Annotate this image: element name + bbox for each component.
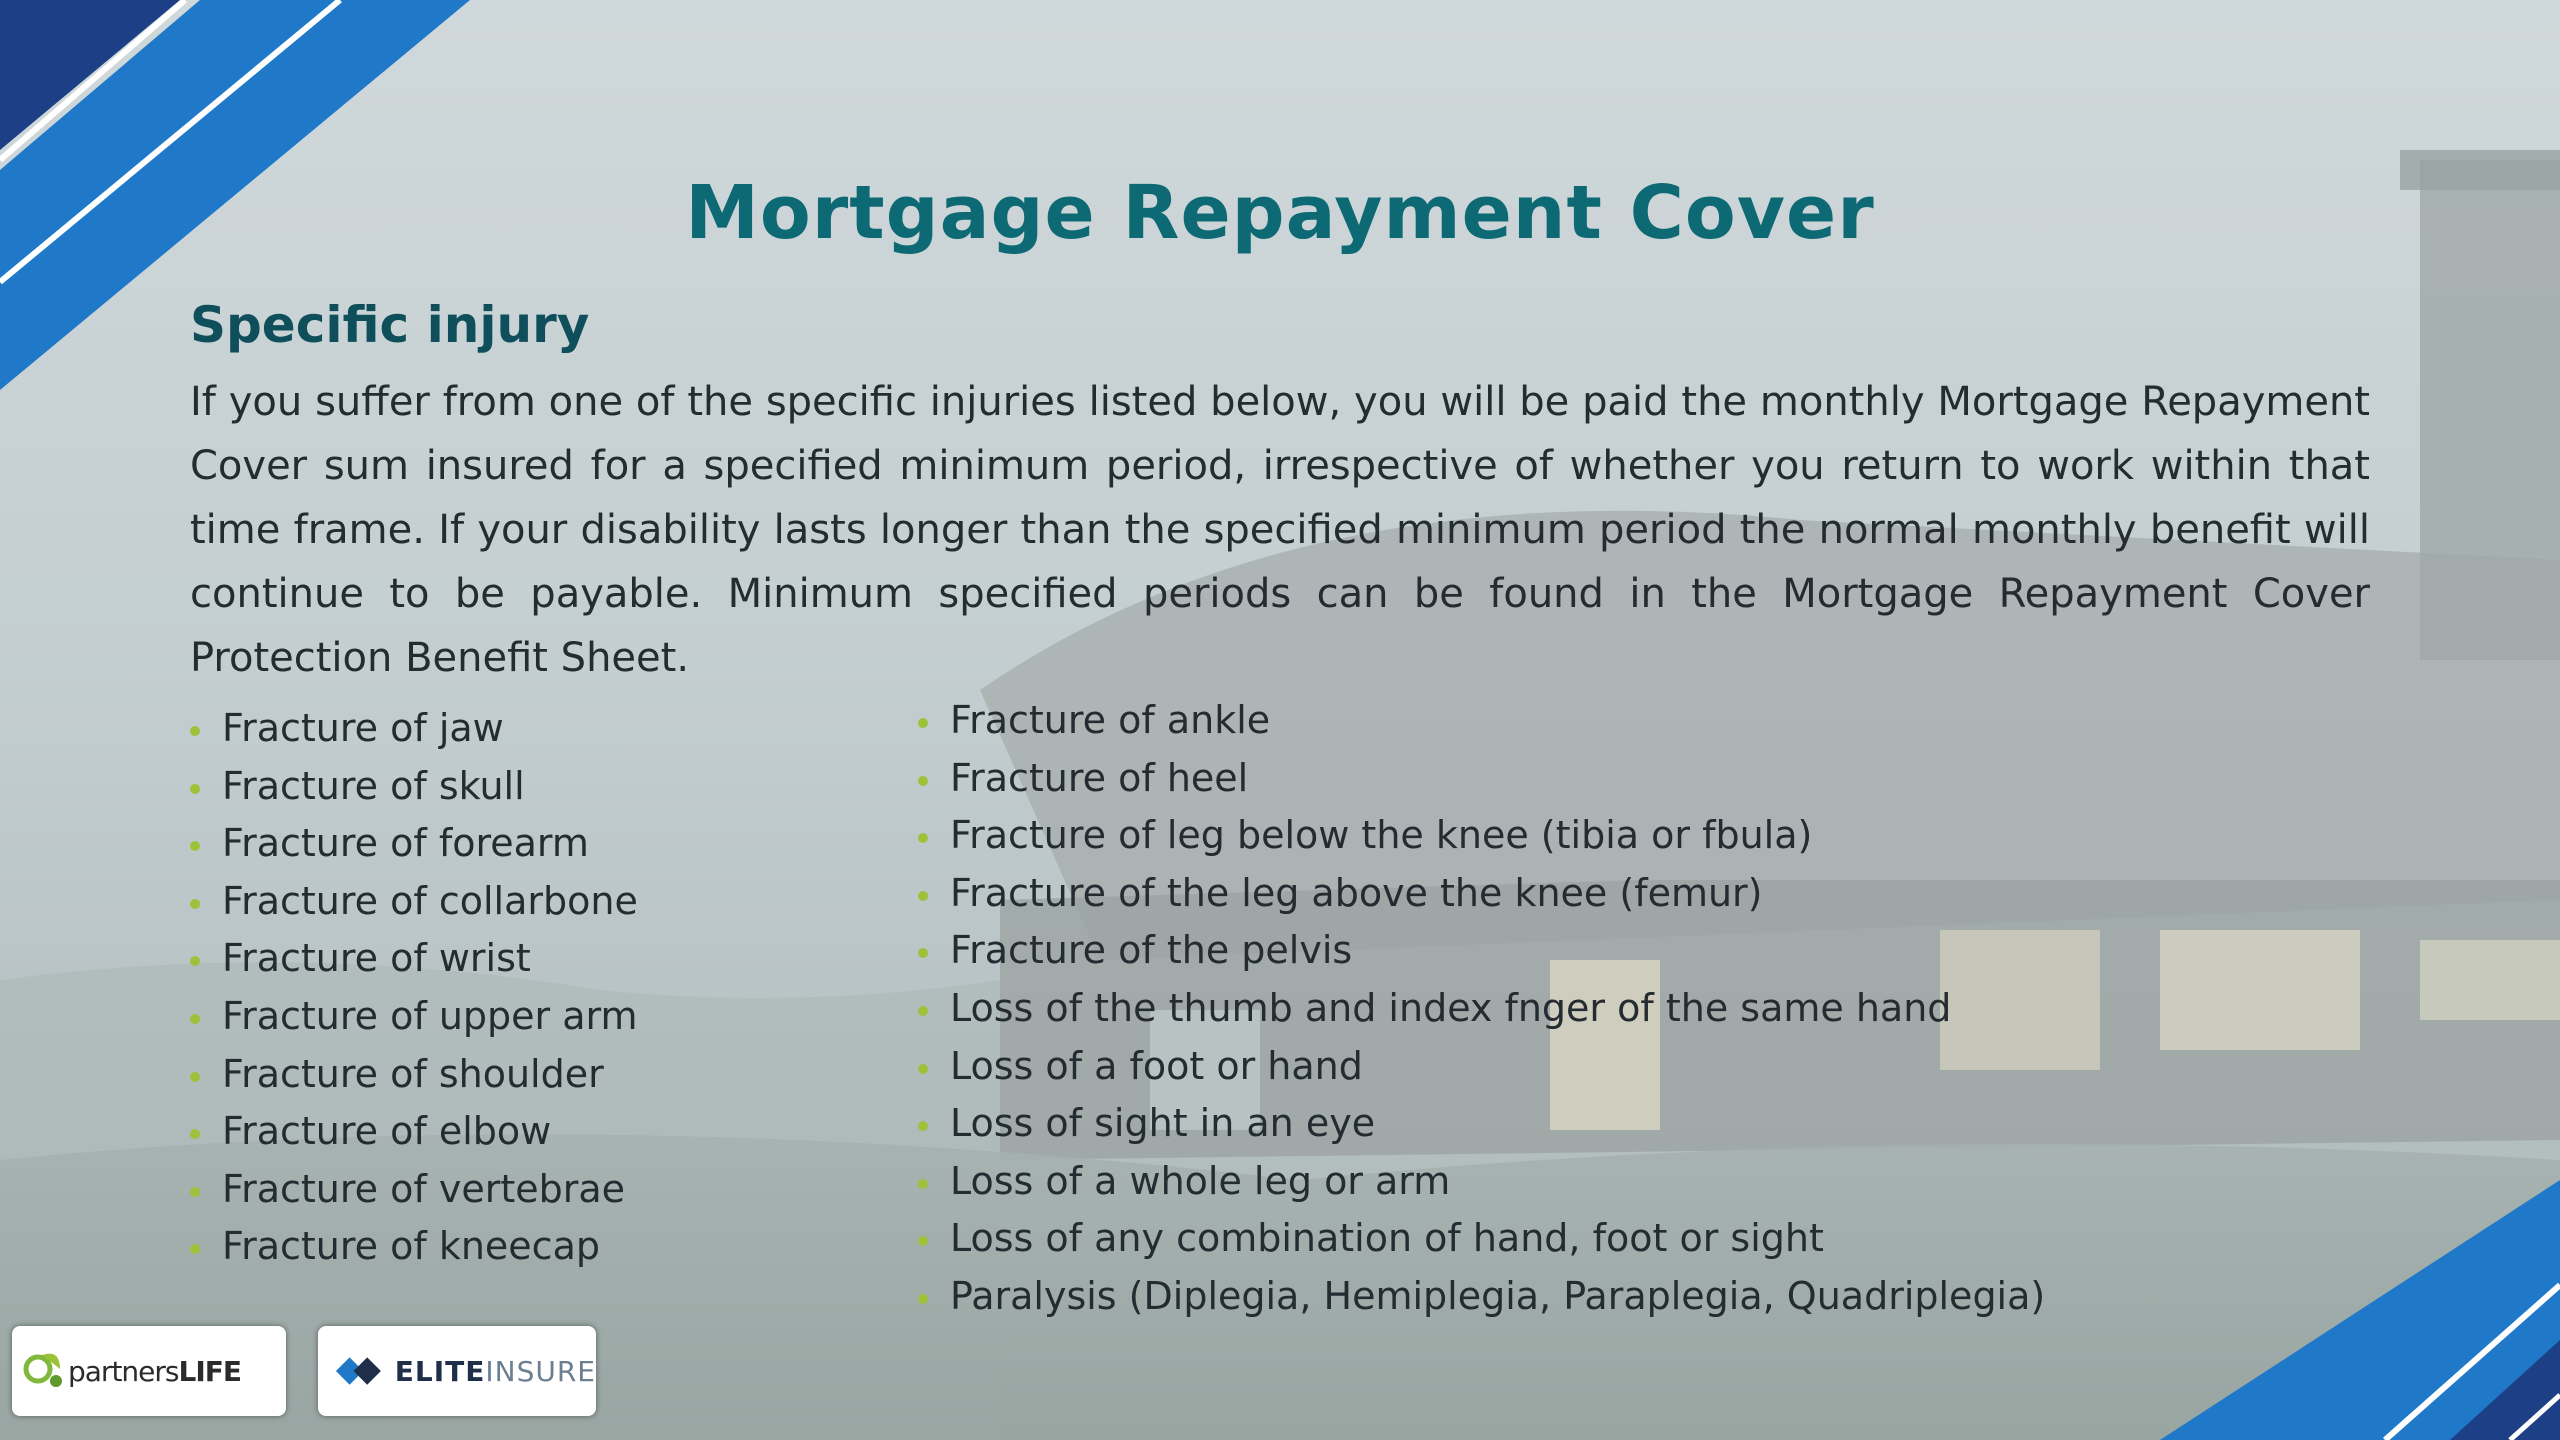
elite-diamond-icon [332, 1349, 387, 1393]
bullet-dot-icon [190, 956, 200, 966]
bullet-dot-icon [190, 726, 200, 736]
list-item: Loss of any combination of hand, foot or sight [918, 1210, 2045, 1268]
list-item: Fracture of ankle [918, 692, 2045, 750]
bullet-dot-icon [190, 841, 200, 851]
list-item: Fracture of vertebrae [190, 1161, 638, 1219]
injury-list-left [190, 700, 638, 1276]
partners-life-logo [12, 1326, 286, 1416]
list-item: Fracture of kneecap [190, 1218, 638, 1276]
list-item: Fracture of collarbone [190, 873, 638, 931]
list-item: Fracture of elbow [190, 1103, 638, 1161]
list-item: Fracture of leg below the knee (tibia or fbula) [918, 807, 2045, 865]
list-item: Fracture of the pelvis [918, 922, 2045, 980]
bullet-dot-icon [190, 1072, 200, 1082]
list-item: Loss of a whole leg or arm [918, 1153, 2045, 1211]
bullet-dot-icon [918, 1294, 928, 1304]
list-item: Loss of the thumb and index fnger of the same hand [918, 980, 2045, 1038]
list-item: Loss of a foot or hand [918, 1038, 2045, 1096]
bullet-dot-icon [918, 1236, 928, 1246]
partners-life-wordmark: partnersLIFE [68, 1354, 242, 1388]
bullet-dot-icon [190, 784, 200, 794]
intro-paragraph: If you suffer from one of the specific injuries listed below, you will be paid the monthly Mortgage Repayment Cover sum insured for a specified minimum period, irrespective of whether you return to work within that time frame. If your disability lasts longer than the specified minimum period the normal monthly benefit will continue to be payable. Minimum specified periods can be found in the Mortgage Repayment Cover Protection Benefit Sheet. [190, 379, 2370, 681]
bullet-dot-icon [918, 833, 928, 843]
list-item: Fracture of upper arm [190, 988, 638, 1046]
bullet-dot-icon [918, 1179, 928, 1189]
bullet-dot-icon [918, 891, 928, 901]
list-item: Fracture of wrist [190, 930, 638, 988]
list-item: Fracture of the leg above the knee (femur) [918, 865, 2045, 923]
bullet-dot-icon [918, 1006, 928, 1016]
bullet-dot-icon [190, 1244, 200, 1254]
bullet-dot-icon [190, 899, 200, 909]
injury-list-right [918, 692, 2045, 1326]
list-item: Paralysis (Diplegia, Hemiplegia, Paraplegia, Quadriplegia) [918, 1268, 2045, 1326]
list-item: Fracture of skull [190, 758, 638, 816]
elite-insure-logo [318, 1326, 596, 1416]
section-heading: Specific injury [190, 296, 590, 354]
list-item: Fracture of shoulder [190, 1046, 638, 1104]
bullet-dot-icon [918, 1064, 928, 1074]
list-item: Fracture of forearm [190, 815, 638, 873]
partners-leaf-icon [20, 1347, 68, 1395]
list-item: Fracture of heel [918, 750, 2045, 808]
bullet-dot-icon [918, 776, 928, 786]
bullet-dot-icon [190, 1187, 200, 1197]
bullet-dot-icon [918, 718, 928, 728]
bullet-dot-icon [918, 948, 928, 958]
slide-title: Mortgage Repayment Cover [685, 170, 1875, 256]
list-item: Fracture of jaw [190, 700, 638, 758]
elite-insure-wordmark: ELITEINSURE [394, 1354, 596, 1388]
list-item: Loss of sight in an eye [918, 1095, 2045, 1153]
bullet-dot-icon [918, 1121, 928, 1131]
bullet-dot-icon [190, 1014, 200, 1024]
bullet-dot-icon [190, 1129, 200, 1139]
